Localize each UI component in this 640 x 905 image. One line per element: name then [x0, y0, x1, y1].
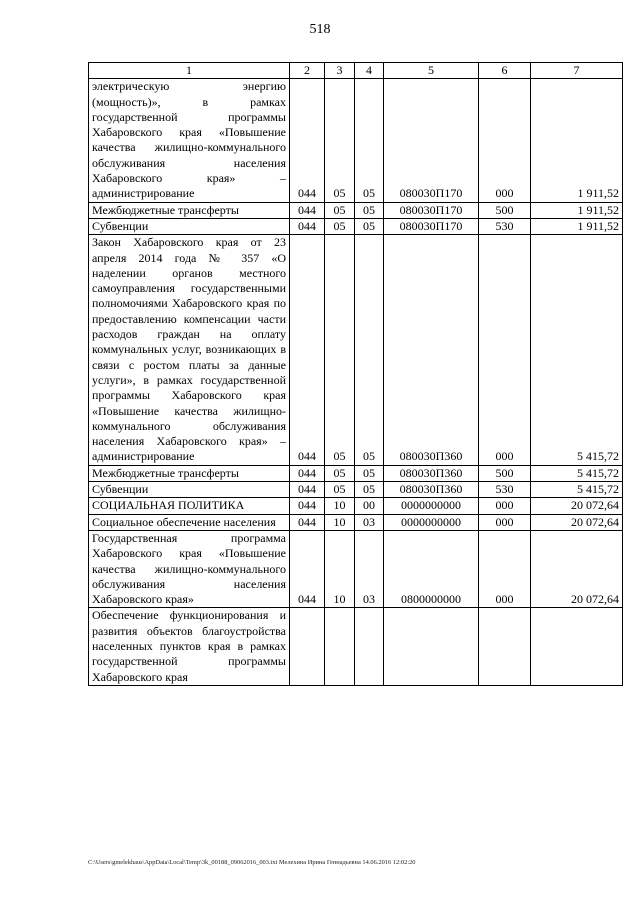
cell-subsection: 05 [355, 202, 384, 218]
cell-subsection: 03 [355, 514, 384, 530]
cell-expense-type: 000 [479, 79, 531, 202]
col-header: 4 [355, 63, 384, 79]
cell-target-article: 080030П360 [384, 482, 479, 498]
cell-subsection: 05 [355, 465, 384, 481]
cell-subsection: 03 [355, 530, 384, 607]
cell-target-article: 080030П170 [384, 79, 479, 202]
table-row [89, 482, 623, 498]
row-name: Социальное обеспечение населения [89, 514, 290, 530]
cell-section: 10 [325, 530, 355, 607]
cell-code: 044 [290, 79, 325, 202]
cell-expense-type: 000 [479, 530, 531, 607]
cell-section: 05 [325, 202, 355, 218]
cell-code: 044 [290, 202, 325, 218]
cell-target-article: 0000000000 [384, 498, 479, 514]
cell-subsection: 05 [355, 79, 384, 202]
cell-code: 044 [290, 235, 325, 465]
table-row [89, 465, 623, 481]
cell-section: 05 [325, 235, 355, 465]
col-header: 5 [384, 63, 479, 79]
cell-target-article: 080030П360 [384, 465, 479, 481]
table-row [89, 218, 623, 234]
cell-expense-type: 530 [479, 482, 531, 498]
table-row [89, 608, 623, 685]
table-row [89, 202, 623, 218]
cell-amount: 1 911,52 [531, 218, 623, 234]
cell-target-article [384, 608, 479, 685]
table-row [89, 530, 623, 607]
cell-code [290, 608, 325, 685]
cell-target-article: 0000000000 [384, 514, 479, 530]
cell-amount: 5 415,72 [531, 235, 623, 465]
cell-section [325, 608, 355, 685]
row-name: Межбюджетные трансферты [89, 465, 290, 481]
col-header: 7 [531, 63, 623, 79]
cell-section: 05 [325, 79, 355, 202]
cell-amount: 1 911,52 [531, 79, 623, 202]
cell-amount: 5 415,72 [531, 465, 623, 481]
cell-target-article: 080030П170 [384, 202, 479, 218]
file-path-footer: C:\Users\gmelekhaus\AppData\Local\Temp\3k_00188_09062016_003.txt Мелехина Ирина Геннадьевна 14.06.2016 12:02:20 [88, 859, 416, 866]
cell-subsection: 05 [355, 218, 384, 234]
cell-code: 044 [290, 465, 325, 481]
cell-subsection: 05 [355, 235, 384, 465]
row-name: Субвенции [89, 218, 290, 234]
row-name: Обеспечение функционирования и развития объектов благоустройства населенных пунктов края в рамках государственной программы Хабаровского края [89, 608, 290, 685]
cell-expense-type: 500 [479, 465, 531, 481]
cell-expense-type: 530 [479, 218, 531, 234]
row-name: электрическую энергию (мощность)», в рамках государственной программы Хабаровского края «Повышение качества жилищно-коммунального обслуживания населения Хабаровского края» – администрирование [89, 79, 290, 202]
cell-section: 10 [325, 514, 355, 530]
budget-table [88, 62, 623, 686]
cell-amount: 20 072,64 [531, 498, 623, 514]
cell-code: 044 [290, 218, 325, 234]
cell-expense-type [479, 608, 531, 685]
cell-section: 05 [325, 218, 355, 234]
cell-subsection: 00 [355, 498, 384, 514]
cell-amount: 1 911,52 [531, 202, 623, 218]
cell-code: 044 [290, 482, 325, 498]
row-name: СОЦИАЛЬНАЯ ПОЛИТИКА [89, 498, 290, 514]
cell-subsection: 05 [355, 482, 384, 498]
cell-subsection [355, 608, 384, 685]
header-row [89, 63, 623, 79]
cell-target-article: 080030П170 [384, 218, 479, 234]
cell-section: 05 [325, 465, 355, 481]
row-name: Субвенции [89, 482, 290, 498]
col-header: 6 [479, 63, 531, 79]
cell-expense-type: 500 [479, 202, 531, 218]
col-header: 2 [290, 63, 325, 79]
cell-amount [531, 608, 623, 685]
cell-section: 05 [325, 482, 355, 498]
col-header: 1 [89, 63, 290, 79]
cell-expense-type: 000 [479, 235, 531, 465]
cell-code: 044 [290, 498, 325, 514]
table-row [89, 79, 623, 202]
cell-expense-type: 000 [479, 514, 531, 530]
cell-amount: 20 072,64 [531, 514, 623, 530]
table-row [89, 514, 623, 530]
cell-amount: 20 072,64 [531, 530, 623, 607]
page-number: 518 [309, 22, 331, 37]
row-name: Закон Хабаровского края от 23 апреля 2014 года № 357 «О наделении органов местного самоуправления государственными полномочиями Хабаровского края по предоставлению компенсации части расходов граждан на оплату коммунальных услуг, возникающих в связи с ростом платы за данные услуги», в рамках государственной программы Хабаровского края «Повышение качества жилищно-коммунального обслуживания населения Хабаровского края» – администрирование [89, 235, 290, 465]
col-header: 3 [325, 63, 355, 79]
cell-target-article: 0800000000 [384, 530, 479, 607]
cell-expense-type: 000 [479, 498, 531, 514]
row-name: Межбюджетные трансферты [89, 202, 290, 218]
table-row [89, 498, 623, 514]
row-name: Государственная программа Хабаровского края «Повышение качества жилищно-коммунального обслуживания населения Хабаровского края» [89, 530, 290, 607]
cell-amount: 5 415,72 [531, 482, 623, 498]
cell-code: 044 [290, 514, 325, 530]
cell-section: 10 [325, 498, 355, 514]
cell-target-article: 080030П360 [384, 235, 479, 465]
cell-code: 044 [290, 530, 325, 607]
table-row [89, 235, 623, 465]
